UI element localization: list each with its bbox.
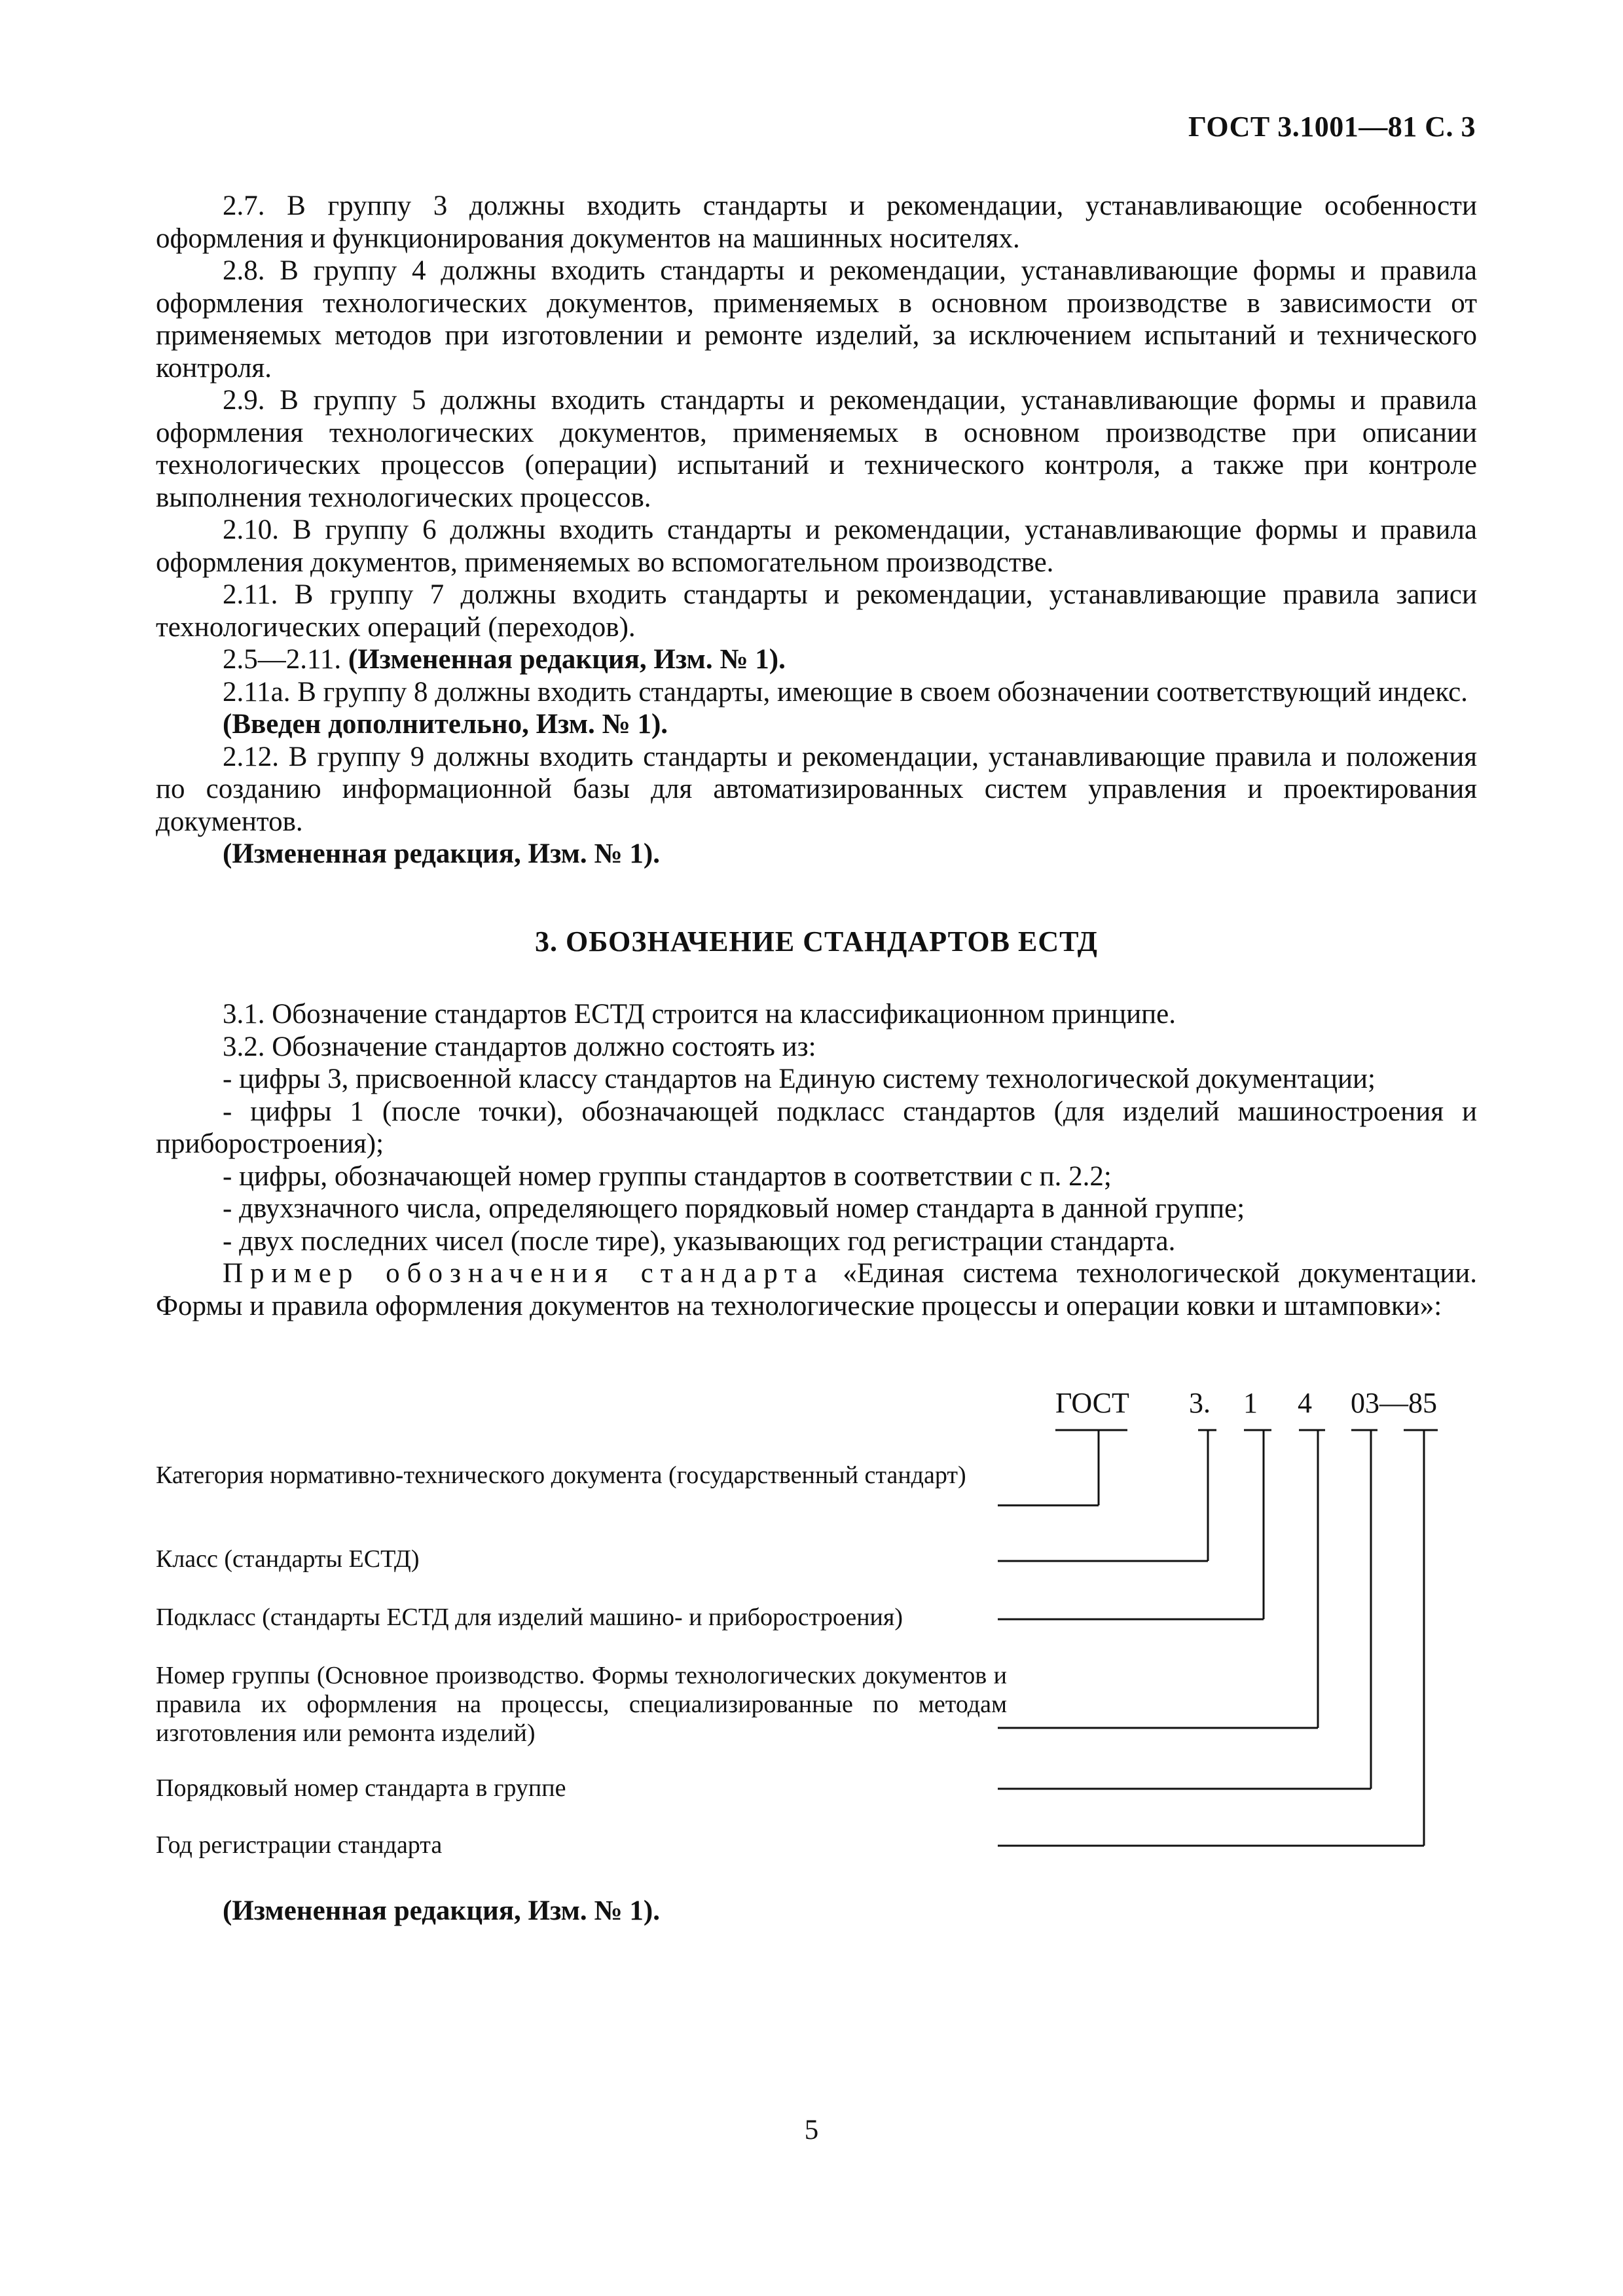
amendment-note: (Измененная редакция, Изм. № 1). — [348, 644, 786, 675]
list-item-year: - двух последних чисел (после тире), указывающих год регистрации стандарта. — [223, 1225, 1176, 1257]
paragraph-2-8: 2.8. В группу 4 должны входить стандарты и рекомендации, устанавливающие формы и правила оформления технологических документов, применяемых в основном производстве в зависимости от применяемых методов при изготовлении и ремонте изделий, за исключением испытаний и технического контроля. — [156, 255, 1477, 384]
list-item-number: - двухзначного числа, определяющего порядковый номер стандарта в данной группе; — [223, 1193, 1245, 1224]
paragraph-2-11: 2.11. В группу 7 должны входить стандарты и рекомендации, устанавливающие правила записи технологических операций (переходов). — [156, 579, 1477, 643]
paragraph-3-1: 3.1. Обозначение стандартов ЕСТД строится на классификационном принципе. — [223, 999, 1176, 1030]
label-category: Категория нормативно-технического документа (государственный стандарт) — [156, 1462, 966, 1489]
section-3-text — [156, 998, 1477, 1322]
note-range: 2.5—2.11. — [223, 644, 342, 675]
paragraph-2-9: 2.9. В группу 5 должны входить стандарты и рекомендации, устанавливающие формы и правила оформления технологических документов, применяемых в основном производстве при описании технологических процессов (операции) испытаний и технического контроля, а также при контроле выполнения технологических процессов. — [156, 385, 1477, 513]
label-class: Класс (стандарты ЕСТД) — [156, 1545, 420, 1573]
code-subclass: 1 — [1243, 1387, 1258, 1419]
list-item-class: - цифры 3, присвоенной классу стандартов на Единую систему технологической документации; — [223, 1064, 1376, 1094]
section-3-title: 3. ОБОЗНАЧЕНИЕ СТАНДАРТОВ ЕСТД — [535, 925, 1098, 958]
amendment-note-2-12: (Измененная редакция, Изм. № 1). — [223, 838, 660, 869]
paragraph-3-2: 3.2. Обозначение стандартов должно состоять из: — [223, 1031, 816, 1062]
label-subclass: Подкласс (стандарты ЕСТД для изделий машино- и приборостроения) — [156, 1604, 903, 1631]
label-year: Год регистрации стандарта — [156, 1831, 443, 1859]
list-item-group: - цифры, обозначающей номер группы стандартов в соответствии с п. 2.2; — [223, 1160, 1112, 1192]
paragraph-2-12: 2.12. В группу 9 должны входить стандарты и рекомендации, устанавливающие правила и положения по созданию информационной базы для автоматизированных систем управления и проектирования документов. — [156, 741, 1477, 837]
label-order-number: Порядковый номер стандарта в группе — [156, 1774, 566, 1802]
example-lead: Пример обозначения стандарта — [223, 1258, 824, 1289]
page-number: 5 — [804, 2115, 819, 2145]
amendment-note-2-11a: (Введен дополнительно, Изм. № 1). — [223, 709, 668, 740]
paragraph-2-11a: 2.11а. В группу 8 должны входить стандарты, имеющие в своем обозначении соответствующий индекс. — [223, 676, 1468, 708]
code-gost: ГОСТ — [1055, 1387, 1129, 1419]
example-paragraph — [156, 1257, 1477, 1322]
code-class: 3. — [1189, 1387, 1211, 1419]
final-amendment-note: (Измененная редакция, Изм. № 1). — [223, 1895, 660, 1926]
code-year: 03—85 — [1351, 1387, 1437, 1419]
code-group: 4 — [1298, 1387, 1312, 1419]
label-group: Номер группы (Основное производство. Формы технологических документов и правила их оформления на процессы, специализированные по методам изготовления или ремонта изделий) — [156, 1662, 1007, 1747]
example-text: «Единая система технологической документации. Формы и правила оформления документов на технологические процессы и операции ковки и штамповки»: — [156, 1258, 1477, 1321]
paragraph-2-7: 2.7. В группу 3 должны входить стандарты и рекомендации, устанавливающие особенности оформления и функционирования документов на машинных носителях. — [156, 190, 1477, 254]
paragraph-2-5-2-11-note — [156, 643, 1477, 676]
section-2-text — [156, 190, 1477, 870]
list-item-subclass: - цифры 1 (после точки), обозначающей подкласс стандартов (для изделий машиностроения и приборостроения); — [156, 1096, 1477, 1159]
paragraph-2-10: 2.10. В группу 6 должны входить стандарты и рекомендации, устанавливающие формы и правила оформления документов, применяемых во вспомогательном производстве. — [156, 514, 1477, 578]
page-header: ГОСТ 3.1001—81 С. 3 — [1188, 111, 1476, 143]
